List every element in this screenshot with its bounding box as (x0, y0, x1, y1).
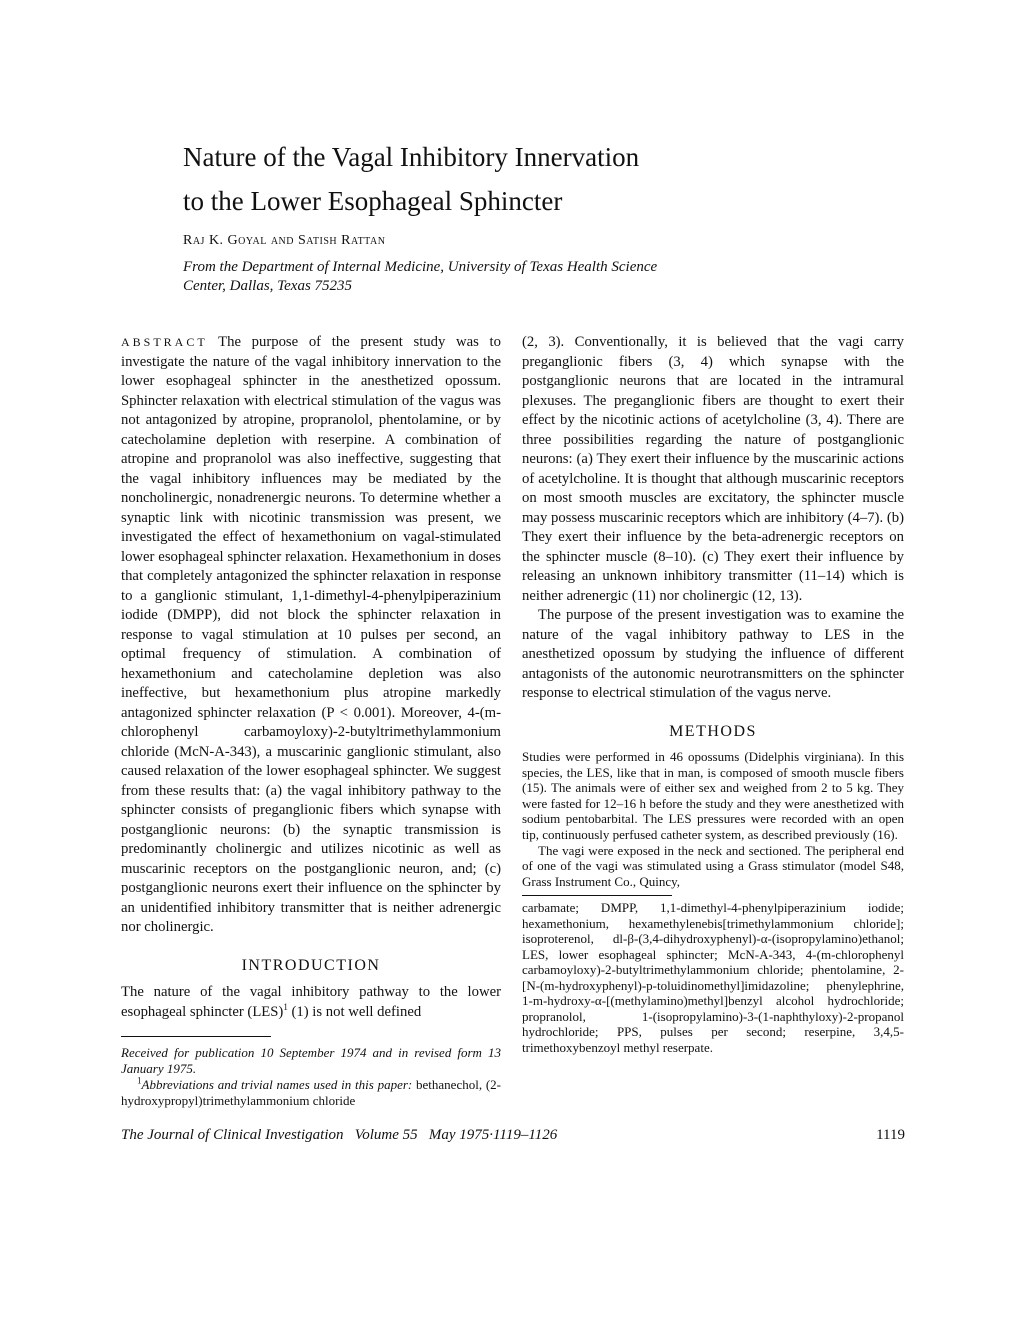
intro-text-start: The nature of the vagal inhibitory pathway to the lower esophageal sphincter (LES) (121, 984, 501, 1020)
page-footer (121, 1127, 905, 1144)
abbreviations-note (121, 1077, 501, 1109)
abstract-text: The purpose of the present study was to investigate the nature of the vagal inhibitory innervation to the lower esophageal sphincter in the anesthetized opossum. Sphincter relaxation with electrical stimulation of the vagus was not antagonized by atropine, propranolol, phentolamine, or by catecholamine depletion with reserpine. A combination of atropine and propranolol was also ineffective, suggesting that the vagal inhibitory influences may be mediated by the noncholinergic, nonadrenergic neurons. To determine whether a synaptic link with nicotinic transmission was present, we investigated the effect of hexamethonium on vagal-stimulated lower esophageal sphincter relaxation. Hexamethonium in doses that completely antagonized the sphincter relaxation in response to a ganglionic stimulant, 1,1-dimethyl-4-phenylpiperazinium iodide (DMPP), did not block the sphincter relaxation in response to vagal stimulation at 10 pulses per second, an optimal frequency of stimulation. A combination of hexamethonium and catecholamine depletion was also ineffective, but hexamethonium plus atropine markedly antagonized sphincter relaxation (P < 0.001). Moreover, 4-(m-chlorophenyl carbamoyloxy)-2-butyltrimethylammonium chloride (McN-A-343), a muscarinic ganglionic stimulant, also caused relaxation of the lower esophageal sphincter. We suggest from these results that: (a) the vagal inhibitory pathway to the sphincter consists of preganglionic fibers which synapse with postganglionic neurons: (b) the synaptic transmission is predominantly cholinergic and utilizes nicotinic as well as muscarinic receptors on the postganglionic neuron, and; (c) postganglionic neurons exert their influence on the sphincter by an unidentified inhibitory transmitter that is neither adrenergic nor cholinergic. (121, 334, 501, 935)
right-column (522, 333, 904, 1055)
abbrev-label: Abbreviations and trivial names used in this paper: (141, 1077, 413, 1092)
footnote-rule-right (522, 895, 672, 896)
intro-text-end: (1) is not well defined (287, 1003, 422, 1020)
received-text: Received for publication 10 September 1974 and in revised form 13 January 1975. (121, 1045, 501, 1076)
journal-citation: The Journal of Clinical Investigation Volume 55 May 1975·1119–1126 (121, 1127, 558, 1143)
introduction-heading: INTRODUCTION (241, 956, 381, 974)
introduction-continued: (2, 3). Conventionally, it is believed that the vagi carry preganglionic fibers (3, 4) which synapse with the postganglionic neurons that are located in the intramural plexuses. The preganglionic fibers are thought to exert their effect by the nicotinic actions of acetylcholine (3, 4). There are three possibilities regarding the nature of postganglionic neurons: (a) They exert their influence by the muscarinic actions of acetylcholine. It is thought that although muscarinic receptors on most smooth muscles are excitatory, the sphincter muscle may possess muscarinic receptors which are inhibitory (4–7). (b) They exert their influence by the beta-adrenergic receptors on the sphincter muscle (8–10). (c) They exert their influence by releasing an unknown inhibitory transmitter (11–14) which is neither adrenergic (11) nor cholinergic (12, 13). (522, 334, 904, 604)
received-note (121, 1045, 501, 1077)
methods-paragraph-1: Studies were performed in 46 opossums (Didelphis virginiana). In this species, the LES, like that in man, is composed of smooth muscle fibers (15). The animals were of either sex and weighed from 2 to 5 kg. They were fasted for 12–16 h before the study and they were anesthetized with sodium pentobarbital. The LES pressures were recorded with an open tip, continuously perfused catheter system, as described previously (16). (522, 749, 904, 842)
methods-heading: METHODS (669, 722, 757, 740)
introduction-purpose: The purpose of the present investigation was to examine the nature of the vagal inhibitory pathway to LES in the anesthetized opossum by studying the influence of different antagonists of the autonomic neurotransmitters on the sphincter response to electrical stimulation of the vagus nerve. (522, 607, 904, 701)
title-line-2: to the Lower Esophageal Sphincter (183, 186, 563, 216)
abstract-label: ABSTRACT (121, 335, 208, 349)
introduction-paragraph-start (121, 983, 501, 1022)
abbrev-marker: 1 (137, 1075, 142, 1086)
authors: Raj K. Goyal and Satish Rattan (183, 233, 386, 248)
footnote-marker: 1 (283, 1001, 288, 1012)
methods-paragraph-2: The vagi were exposed in the neck and sectioned. The peripheral end of one of the vagi was stimulated using a Grass stimulator (model S48, Grass Instrument Co., Quincy, (522, 842, 904, 889)
footnotes (121, 1036, 501, 1109)
page-number: 1119 (876, 1127, 905, 1143)
footnote-rule (121, 1036, 271, 1037)
article-title (183, 135, 883, 223)
abbrev-text-start: bethanechol, (2-hydroxypropyl)trimethylammonium chloride (121, 1077, 502, 1108)
methods-section (522, 749, 904, 889)
title-line-1: Nature of the Vagal Inhibitory Innervation (183, 142, 640, 172)
affiliation: From the Department of Internal Medicine, University of Texas Health Science Center, Dallas, Texas 75235 (183, 259, 658, 294)
abstract (121, 333, 501, 938)
left-column (121, 333, 501, 1109)
abbreviations-continued: carbamate; DMPP, 1,1-dimethyl-4-phenylpiperazinium iodide; hexamethonium, hexamethylenebis[trimethylammonium chloride]; isoproterenol, dl-β-(3,4-dihydroxyphenyl)-α-(isopropylamino)ethanol; LES, lower esophageal sphincter; McN-A-343, 4-(m-chlorophenyl carbamoyloxy)-2-butyltrimethylammonium chloride; phentolamine, 2-[N-(m-hydroxyphenyl)-p-toluidinomethyl]imidazoline; phenylephrine, 1-m-hydroxy-α-[(methylamino)methyl]benzyl alcohol hydrochloride; propranolol, 1-(isopropylamino)-3-(1-naphthyloxy)-2-propanol hydrochloride; PPS, pulses per second; reserpine, 3,4,5-trimethoxybenzoyl methyl reserpate. (522, 900, 904, 1055)
